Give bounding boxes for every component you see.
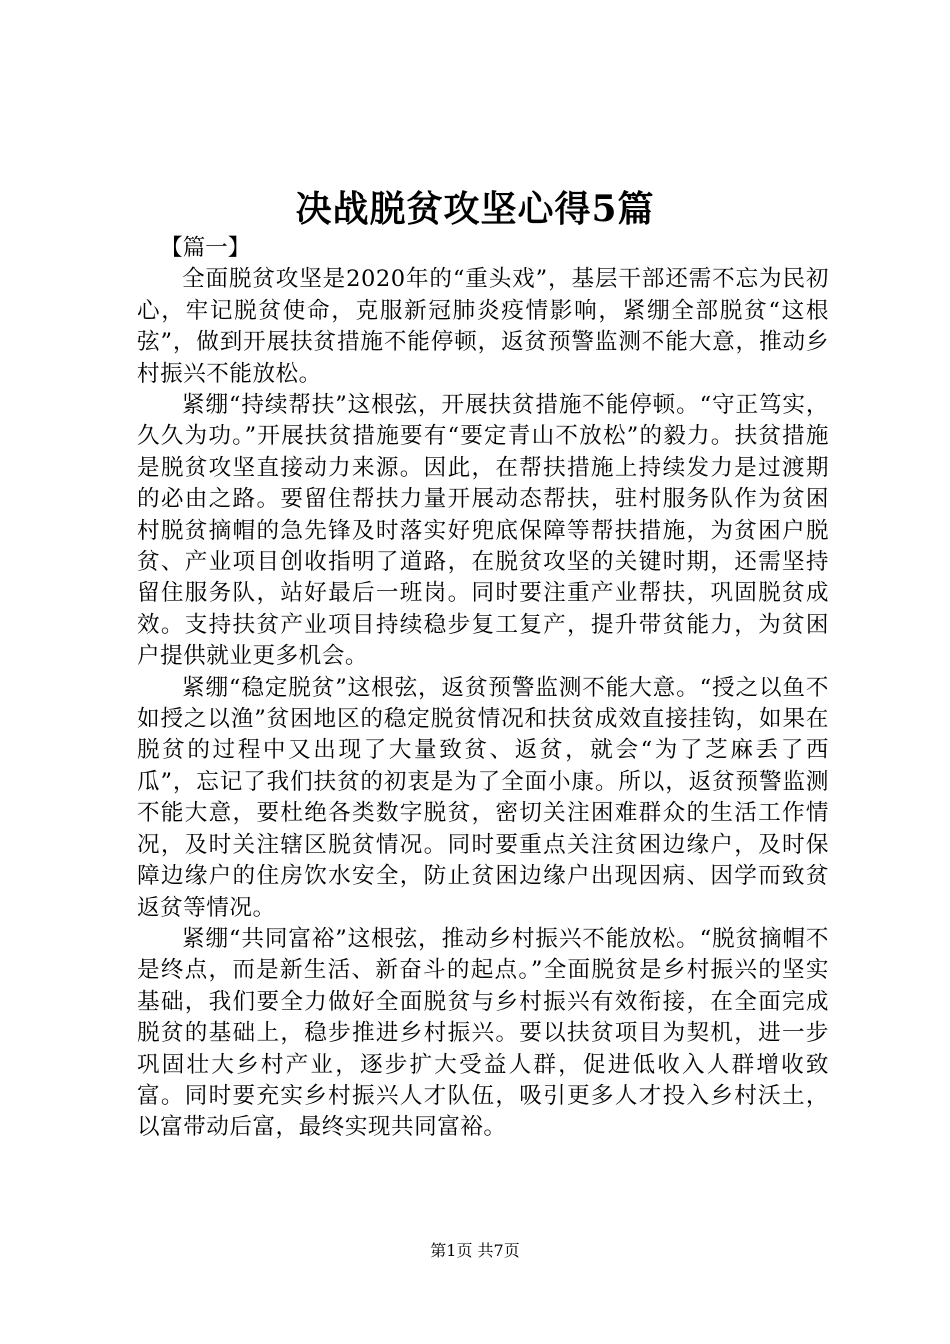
paragraph-common-prosperity: 紧绷“共同富裕”这根弦，推动乡村振兴不能放松。“脱贫摘帽不是终点，而是新生活、新奋斗的起点。”全面脱贫是乡村振兴的坚实基础，我们要全力做好全面脱贫与乡村振兴有效衔接，在全面完成脱贫的基础上，稳步推进乡村振兴。要以扶贫项目为契机，进一步巩固壮大乡村产业，逐步扩大受益人群，促进低收入人群增收致富。同时要充实乡村振兴人才队伍，吸引更多人才投入乡村沃土，以富带动后富，最终实现共同富裕。	[137, 925, 829, 1141]
document-title: 决战脱贫攻坚心得5篇	[295, 188, 655, 230]
paragraph-continuous-support: 紧绷“持续帮扶”这根弦，开展扶贫措施不能停顿。“守正笃实，久久为功。”开展扶贫措施要有“要定青山不放松”的毅力。扶贫措施是脱贫攻坚直接动力来源。因此，在帮扶措施上持续发力是过渡期的必由之路。要留住帮扶力量开展动态帮扶，驻村服务队作为贫困村脱贫摘帽的急先锋及时落实好兜底保障等帮扶措施，为贫困户脱贫、产业项目创收指明了道路，在脱贫攻坚的关键时期，还需坚持留住服务队，站好最后一班岗。同时要注重产业帮扶，巩固脱贫成效。支持扶贫产业项目持续稳步复工复产，提升带贫能力，为贫困户提供就业更多机会。	[137, 392, 829, 670]
paragraph-stable-poverty-exit: 紧绷“稳定脱贫”这根弦，返贫预警监测不能大意。“授之以鱼不如授之以渔”贫困地区的稳定脱贫情况和扶贫成效直接挂钩，如果在脱贫的过程中又出现了大量致贫、返贫，就会“为了芝麻丢了西瓜”，忘记了我们扶贫的初衷是为了全面小康。所以，返贫预警监测不能大意，要杜绝各类数字脱贫，密切关注困难群众的生活工作情况，及时关注辖区脱贫情况。同时要重点关注贫困边缘户，及时保障边缘户的住房饮水安全，防止贫困边缘户出现因病、因学而致贫返贫等情况。	[137, 674, 829, 921]
page-number-footer: 第1页 共7页	[430, 1241, 520, 1260]
document-body	[137, 233, 829, 1144]
section-label: 【篇一】	[160, 235, 251, 261]
paragraph-intro: 全面脱贫攻坚是2020年的“重头戏”，基层干部还需不忘为民初心，牢记脱贫使命，克服新冠肺炎疫情影响，紧绷全部脱贫“这根弦”，做到开展扶贫措施不能停顿，返贫预警监测不能大意，推动乡村振兴不能放松。	[137, 266, 829, 387]
